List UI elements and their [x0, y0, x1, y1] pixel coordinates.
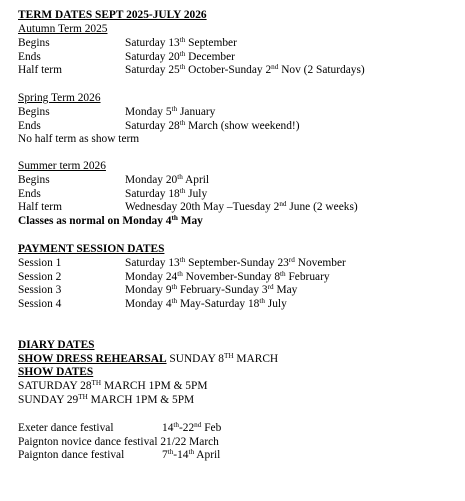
show-date-item: SUNDAY 29TH MARCH 1PM & 5PM — [18, 392, 195, 406]
spring-term-heading: Spring Term 2026 — [18, 92, 101, 104]
spring-note: No half term as show term — [18, 133, 140, 145]
payment-row-value: Monday 4th May-Saturday 18th July — [125, 296, 287, 310]
festival-name: Paignton novice dance festival — [18, 435, 158, 448]
festival-date-cell — [162, 422, 221, 436]
summer-term-heading: Summer term 2026 — [18, 160, 106, 172]
festival-name: Exeter dance festival — [18, 422, 114, 434]
autumn-row-value: Saturday 13th September — [125, 36, 237, 49]
spring-row-value: Saturday 28th March (show weekend!) — [125, 118, 300, 132]
payment-row-label: Session 4 — [18, 297, 62, 310]
payment-heading: PAYMENT SESSION DATES — [18, 243, 165, 255]
festival-date: 14th-22nd Feb — [162, 421, 222, 434]
festival-date: 21/22 March — [157, 435, 219, 448]
dress-rehearsal-line — [18, 353, 278, 367]
summer-row-label: Half term — [18, 201, 62, 214]
payment-row-label: Session 2 — [18, 270, 62, 283]
autumn-row-label: Begins — [18, 37, 50, 49]
autumn-row-label: Ends — [18, 50, 41, 63]
diary-heading: DIARY DATES — [18, 339, 95, 351]
autumn-row-value: Saturday 25th October-Sunday 2nd Nov (2 Saturdays) — [125, 63, 365, 77]
autumn-row-value: Saturday 20th December — [125, 49, 235, 63]
show-date-item: SATURDAY 28TH MARCH 1PM & 5PM — [18, 379, 208, 392]
dress-rehearsal-date: SUNDAY 8TH MARCH — [166, 352, 279, 365]
summer-row-label: Begins — [18, 174, 50, 186]
spring-row-label: Begins — [18, 106, 50, 118]
summer-row-value: Monday 20th April — [125, 173, 210, 186]
summer-row-label: Ends — [18, 187, 41, 200]
payment-row-label: Session 3 — [18, 284, 62, 297]
festival-date: 7th-14th April — [162, 448, 221, 462]
payment-row-value: Saturday 13th September-Sunday 23rd November — [125, 256, 346, 269]
show-dates-heading: SHOW DATES — [18, 366, 94, 378]
payment-row-label: Session 1 — [18, 257, 62, 269]
spring-row-value: Monday 5th January — [125, 105, 216, 118]
summer-row-value: Wednesday 20th May –Tuesday 2nd June (2 weeks) — [125, 200, 358, 214]
payment-row-value: Monday 24th November-Sunday 8th February — [125, 269, 330, 283]
festival-name: Paignton dance festival — [18, 449, 125, 462]
festival-date-cell — [162, 449, 220, 463]
dress-rehearsal-label: SHOW DRESS REHEARSAL — [18, 353, 167, 365]
festival-item — [18, 436, 219, 450]
autumn-row-label: Half term — [18, 64, 62, 77]
page-title: TERM DATES SEPT 2025-JULY 2026 — [18, 9, 207, 21]
spring-row-label: Ends — [18, 119, 41, 132]
festival-item — [18, 422, 114, 436]
payment-row-value: Monday 9th February-Sunday 3rd May — [125, 283, 298, 297]
summer-note: Classes as normal on Monday 4th May — [18, 214, 203, 227]
festival-item — [18, 449, 124, 463]
autumn-term-heading: Autumn Term 2025 — [18, 23, 108, 35]
summer-row-value: Saturday 18th July — [125, 186, 208, 200]
